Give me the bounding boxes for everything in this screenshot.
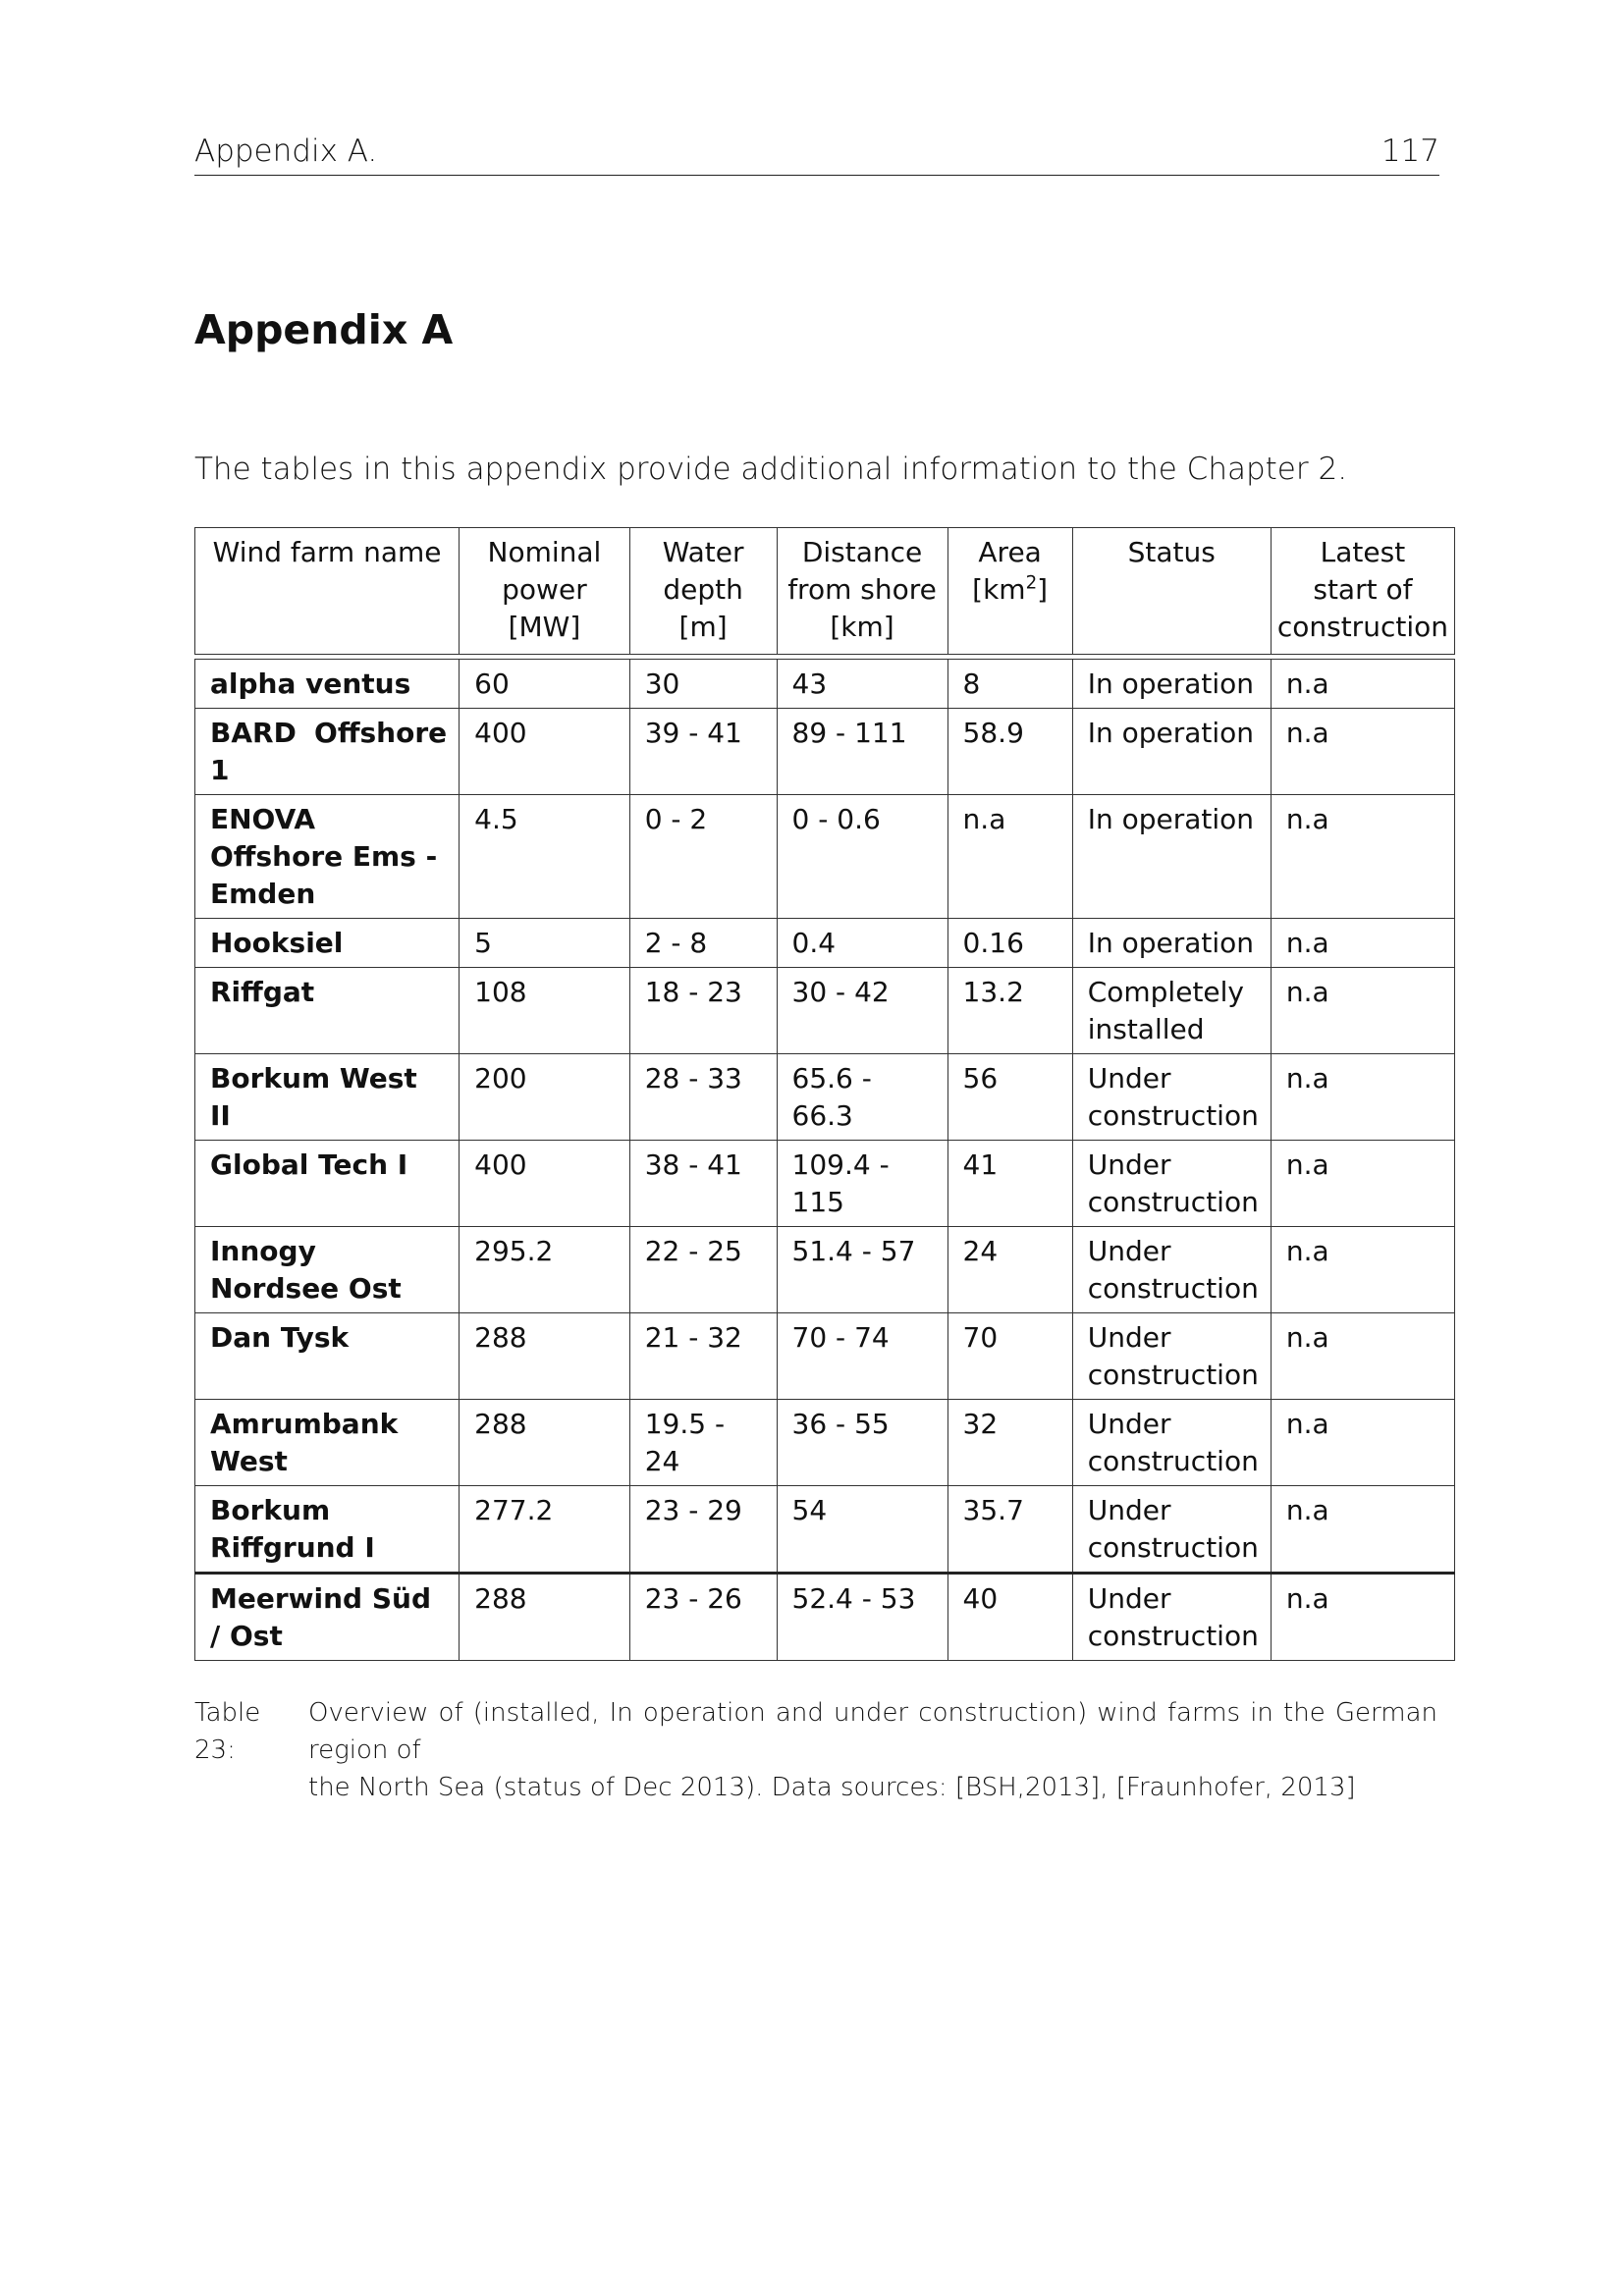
cell-distance-from-shore: 89 - 111 xyxy=(777,709,947,795)
cell-area: 13.2 xyxy=(947,968,1072,1054)
cell-water-depth: 22 - 25 xyxy=(629,1227,777,1313)
cell-distance-from-shore: 0 - 0.6 xyxy=(777,795,947,919)
header-water-depth-line2: depth xyxy=(663,573,743,606)
header-nominal-power-line3: [MW] xyxy=(508,611,581,643)
page-number: 117 xyxy=(1380,133,1439,169)
cell-water-depth: 23 - 29 xyxy=(629,1486,777,1574)
cell-distance-from-shore: 70 - 74 xyxy=(777,1313,947,1400)
table-row xyxy=(195,1486,1455,1574)
header-distance-from-shore xyxy=(777,528,947,655)
cell-distance-from-shore: 54 xyxy=(777,1486,947,1574)
header-wind-farm-name-text: Wind farm name xyxy=(212,536,442,568)
appendix-title: Appendix A xyxy=(194,306,454,353)
cell-status: Under construction xyxy=(1072,1313,1271,1400)
cell-nominal-power: 288 xyxy=(460,1400,630,1486)
header-water-depth-line3: [m] xyxy=(678,611,728,643)
cell-status: In operation xyxy=(1072,795,1271,919)
cell-nominal-power: 60 xyxy=(460,660,630,709)
header-latest-start-line1: Latest xyxy=(1320,536,1406,568)
cell-latest-start: n.a xyxy=(1271,1486,1454,1574)
cell-nominal-power: 5 xyxy=(460,919,630,968)
table-row xyxy=(195,919,1455,968)
cell-wind-farm-name: Global Tech I xyxy=(195,1141,460,1227)
caption-line2: the North Sea (status of Dec 2013). Data sources: [BSH,2013], [Fraunhofer, 2013] xyxy=(308,1773,1356,1802)
table-header-row xyxy=(195,528,1455,655)
cell-distance-from-shore: 65.6 - 66.3 xyxy=(777,1054,947,1141)
cell-water-depth: 28 - 33 xyxy=(629,1054,777,1141)
cell-area: 56 xyxy=(947,1054,1072,1141)
cell-water-depth: 0 - 2 xyxy=(629,795,777,919)
cell-nominal-power: 400 xyxy=(460,709,630,795)
cell-status: Completely installed xyxy=(1072,968,1271,1054)
cell-water-depth: 38 - 41 xyxy=(629,1141,777,1227)
header-wind-farm-name xyxy=(195,528,460,655)
cell-water-depth: 23 - 26 xyxy=(629,1574,777,1661)
cell-distance-from-shore: 30 - 42 xyxy=(777,968,947,1054)
cell-area: 41 xyxy=(947,1141,1072,1227)
cell-area: 24 xyxy=(947,1227,1072,1313)
table-row xyxy=(195,1141,1455,1227)
header-nominal-power-line2: power xyxy=(502,573,587,606)
header-nominal-power-line1: Nominal xyxy=(487,536,602,568)
cell-latest-start: n.a xyxy=(1271,709,1454,795)
cell-status: Under construction xyxy=(1072,1486,1271,1574)
running-header-chapter: Appendix A. xyxy=(194,133,378,169)
caption-label: Table 23: xyxy=(194,1698,261,1765)
cell-nominal-power: 108 xyxy=(460,968,630,1054)
cell-latest-start: n.a xyxy=(1271,1400,1454,1486)
table-row xyxy=(195,1574,1455,1661)
table-caption xyxy=(194,1694,1439,1806)
header-latest-start-line3: construction xyxy=(1276,611,1448,643)
header-latest-start xyxy=(1271,528,1454,655)
cell-wind-farm-name: Riffgat xyxy=(195,968,460,1054)
cell-wind-farm-name: Borkum West II xyxy=(195,1054,460,1141)
header-distance-line3: [km] xyxy=(830,611,894,643)
cell-latest-start: n.a xyxy=(1271,1313,1454,1400)
cell-water-depth: 21 - 32 xyxy=(629,1313,777,1400)
cell-distance-from-shore: 51.4 - 57 xyxy=(777,1227,947,1313)
cell-nominal-power: 288 xyxy=(460,1574,630,1661)
cell-distance-from-shore: 52.4 - 53 xyxy=(777,1574,947,1661)
header-area-unit-base: [km xyxy=(972,573,1026,606)
cell-status: In operation xyxy=(1072,919,1271,968)
header-nominal-power xyxy=(460,528,630,655)
cell-wind-farm-name: Hooksiel xyxy=(195,919,460,968)
cell-latest-start: n.a xyxy=(1271,660,1454,709)
table-body xyxy=(195,660,1455,1661)
cell-wind-farm-name: alpha ventus xyxy=(195,660,460,709)
intro-paragraph: The tables in this appendix provide additional information to the Chapter 2. xyxy=(194,452,1348,487)
header-area-unit-exponent: 2 xyxy=(1025,572,1038,594)
header-latest-start-line2: start of xyxy=(1313,573,1413,606)
cell-nominal-power: 288 xyxy=(460,1313,630,1400)
cell-water-depth: 2 - 8 xyxy=(629,919,777,968)
cell-area: 8 xyxy=(947,660,1072,709)
cell-wind-farm-name: Meerwind Süd / Ost xyxy=(195,1574,460,1661)
header-water-depth-line1: Water xyxy=(662,536,744,568)
header-water-depth xyxy=(629,528,777,655)
cell-wind-farm-name: Dan Tysk xyxy=(195,1313,460,1400)
cell-water-depth: 39 - 41 xyxy=(629,709,777,795)
cell-area: n.a xyxy=(947,795,1072,919)
header-area xyxy=(947,528,1072,655)
header-distance-line2: from shore xyxy=(787,573,937,606)
table-row xyxy=(195,795,1455,919)
running-header xyxy=(194,128,1439,176)
caption-line1: Overview of (installed, In operation and under construction) wind farms in the German region of xyxy=(308,1698,1437,1765)
cell-wind-farm-name: Amrumbank West xyxy=(195,1400,460,1486)
cell-wind-farm-name: BARD Offshore 1 xyxy=(195,709,460,795)
header-status-text: Status xyxy=(1127,536,1216,568)
cell-wind-farm-name: Innogy Nordsee Ost xyxy=(195,1227,460,1313)
cell-status: In operation xyxy=(1072,709,1271,795)
cell-area: 40 xyxy=(947,1574,1072,1661)
cell-area: 35.7 xyxy=(947,1486,1072,1574)
table-row xyxy=(195,1400,1455,1486)
cell-status: Under construction xyxy=(1072,1574,1271,1661)
cell-distance-from-shore: 109.4 - 115 xyxy=(777,1141,947,1227)
cell-latest-start: n.a xyxy=(1271,919,1454,968)
cell-latest-start: n.a xyxy=(1271,1227,1454,1313)
cell-area: 0.16 xyxy=(947,919,1072,968)
cell-water-depth: 18 - 23 xyxy=(629,968,777,1054)
header-status xyxy=(1072,528,1271,655)
table-row xyxy=(195,1313,1455,1400)
cell-latest-start: n.a xyxy=(1271,795,1454,919)
cell-status: Under construction xyxy=(1072,1400,1271,1486)
header-area-unit xyxy=(954,571,1066,609)
table-row xyxy=(195,1054,1455,1141)
cell-nominal-power: 4.5 xyxy=(460,795,630,919)
cell-latest-start: n.a xyxy=(1271,1141,1454,1227)
cell-nominal-power: 200 xyxy=(460,1054,630,1141)
cell-area: 58.9 xyxy=(947,709,1072,795)
cell-latest-start: n.a xyxy=(1271,968,1454,1054)
cell-status: Under construction xyxy=(1072,1227,1271,1313)
cell-distance-from-shore: 0.4 xyxy=(777,919,947,968)
cell-distance-from-shore: 43 xyxy=(777,660,947,709)
cell-wind-farm-name: Borkum Riffgrund I xyxy=(195,1486,460,1574)
cell-distance-from-shore: 36 - 55 xyxy=(777,1400,947,1486)
cell-status: Under construction xyxy=(1072,1054,1271,1141)
table-row xyxy=(195,709,1455,795)
wind-farm-table xyxy=(194,527,1455,1661)
cell-nominal-power: 400 xyxy=(460,1141,630,1227)
cell-water-depth: 19.5 - 24 xyxy=(629,1400,777,1486)
header-area-line1: Area xyxy=(978,536,1042,568)
cell-area: 32 xyxy=(947,1400,1072,1486)
table-row xyxy=(195,968,1455,1054)
cell-status: Under construction xyxy=(1072,1141,1271,1227)
cell-latest-start: n.a xyxy=(1271,1054,1454,1141)
cell-status: In operation xyxy=(1072,660,1271,709)
header-distance-line1: Distance xyxy=(801,536,923,568)
cell-wind-farm-name: ENOVA Offshore Ems - Emden xyxy=(195,795,460,919)
cell-area: 70 xyxy=(947,1313,1072,1400)
cell-nominal-power: 277.2 xyxy=(460,1486,630,1574)
table-row xyxy=(195,660,1455,709)
cell-nominal-power: 295.2 xyxy=(460,1227,630,1313)
cell-water-depth: 30 xyxy=(629,660,777,709)
header-area-unit-close: ] xyxy=(1037,573,1049,606)
cell-latest-start: n.a xyxy=(1271,1574,1454,1661)
table-row xyxy=(195,1227,1455,1313)
